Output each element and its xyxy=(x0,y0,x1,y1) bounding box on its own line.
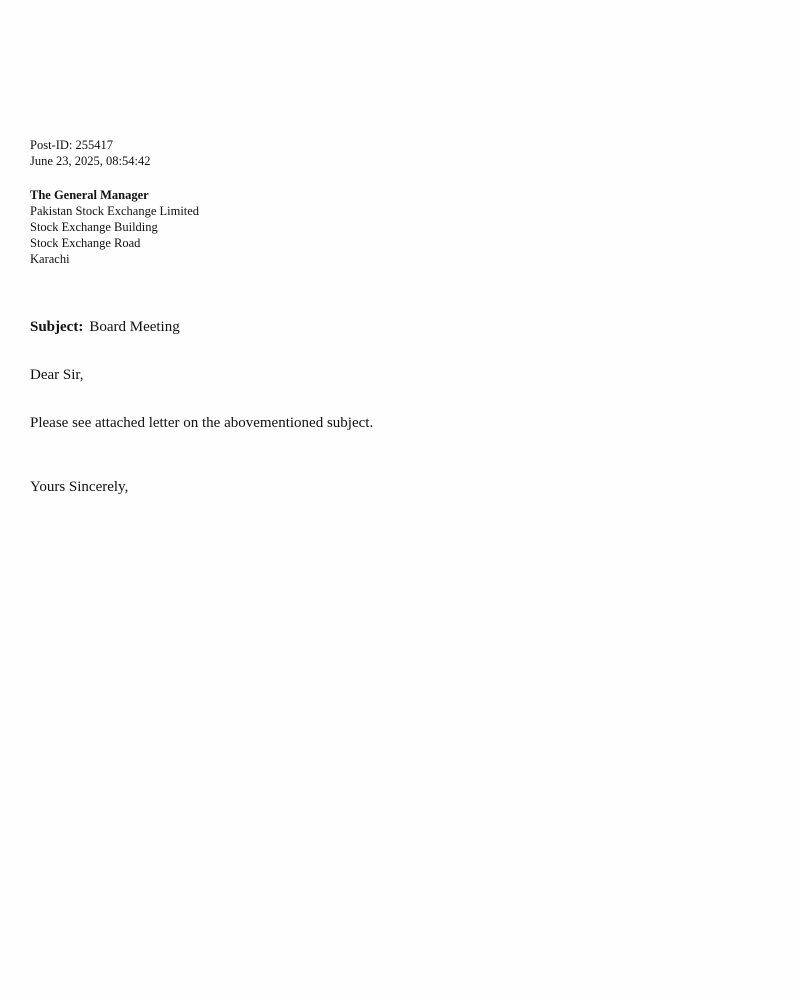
letter-body: Please see attached letter on the abovementioned subject. xyxy=(30,415,374,431)
post-id: Post-ID: 255417 xyxy=(30,138,113,152)
recipient-road: Stock Exchange Road xyxy=(30,236,141,250)
subject-label: Subject: xyxy=(30,319,84,335)
subject-line xyxy=(30,318,180,336)
post-datetime: June 23, 2025, 08:54:42 xyxy=(30,154,151,168)
letter-meta xyxy=(30,137,150,169)
recipient-organization: Pakistan Stock Exchange Limited xyxy=(30,204,200,218)
recipient-address xyxy=(30,187,199,267)
subject-text: Board Meeting xyxy=(89,319,180,335)
recipient-name: The General Manager xyxy=(30,188,149,202)
salutation: Dear Sir, xyxy=(30,367,84,383)
closing: Yours Sincerely, xyxy=(30,479,129,495)
recipient-building: Stock Exchange Building xyxy=(30,220,158,234)
recipient-city: Karachi xyxy=(30,252,70,266)
